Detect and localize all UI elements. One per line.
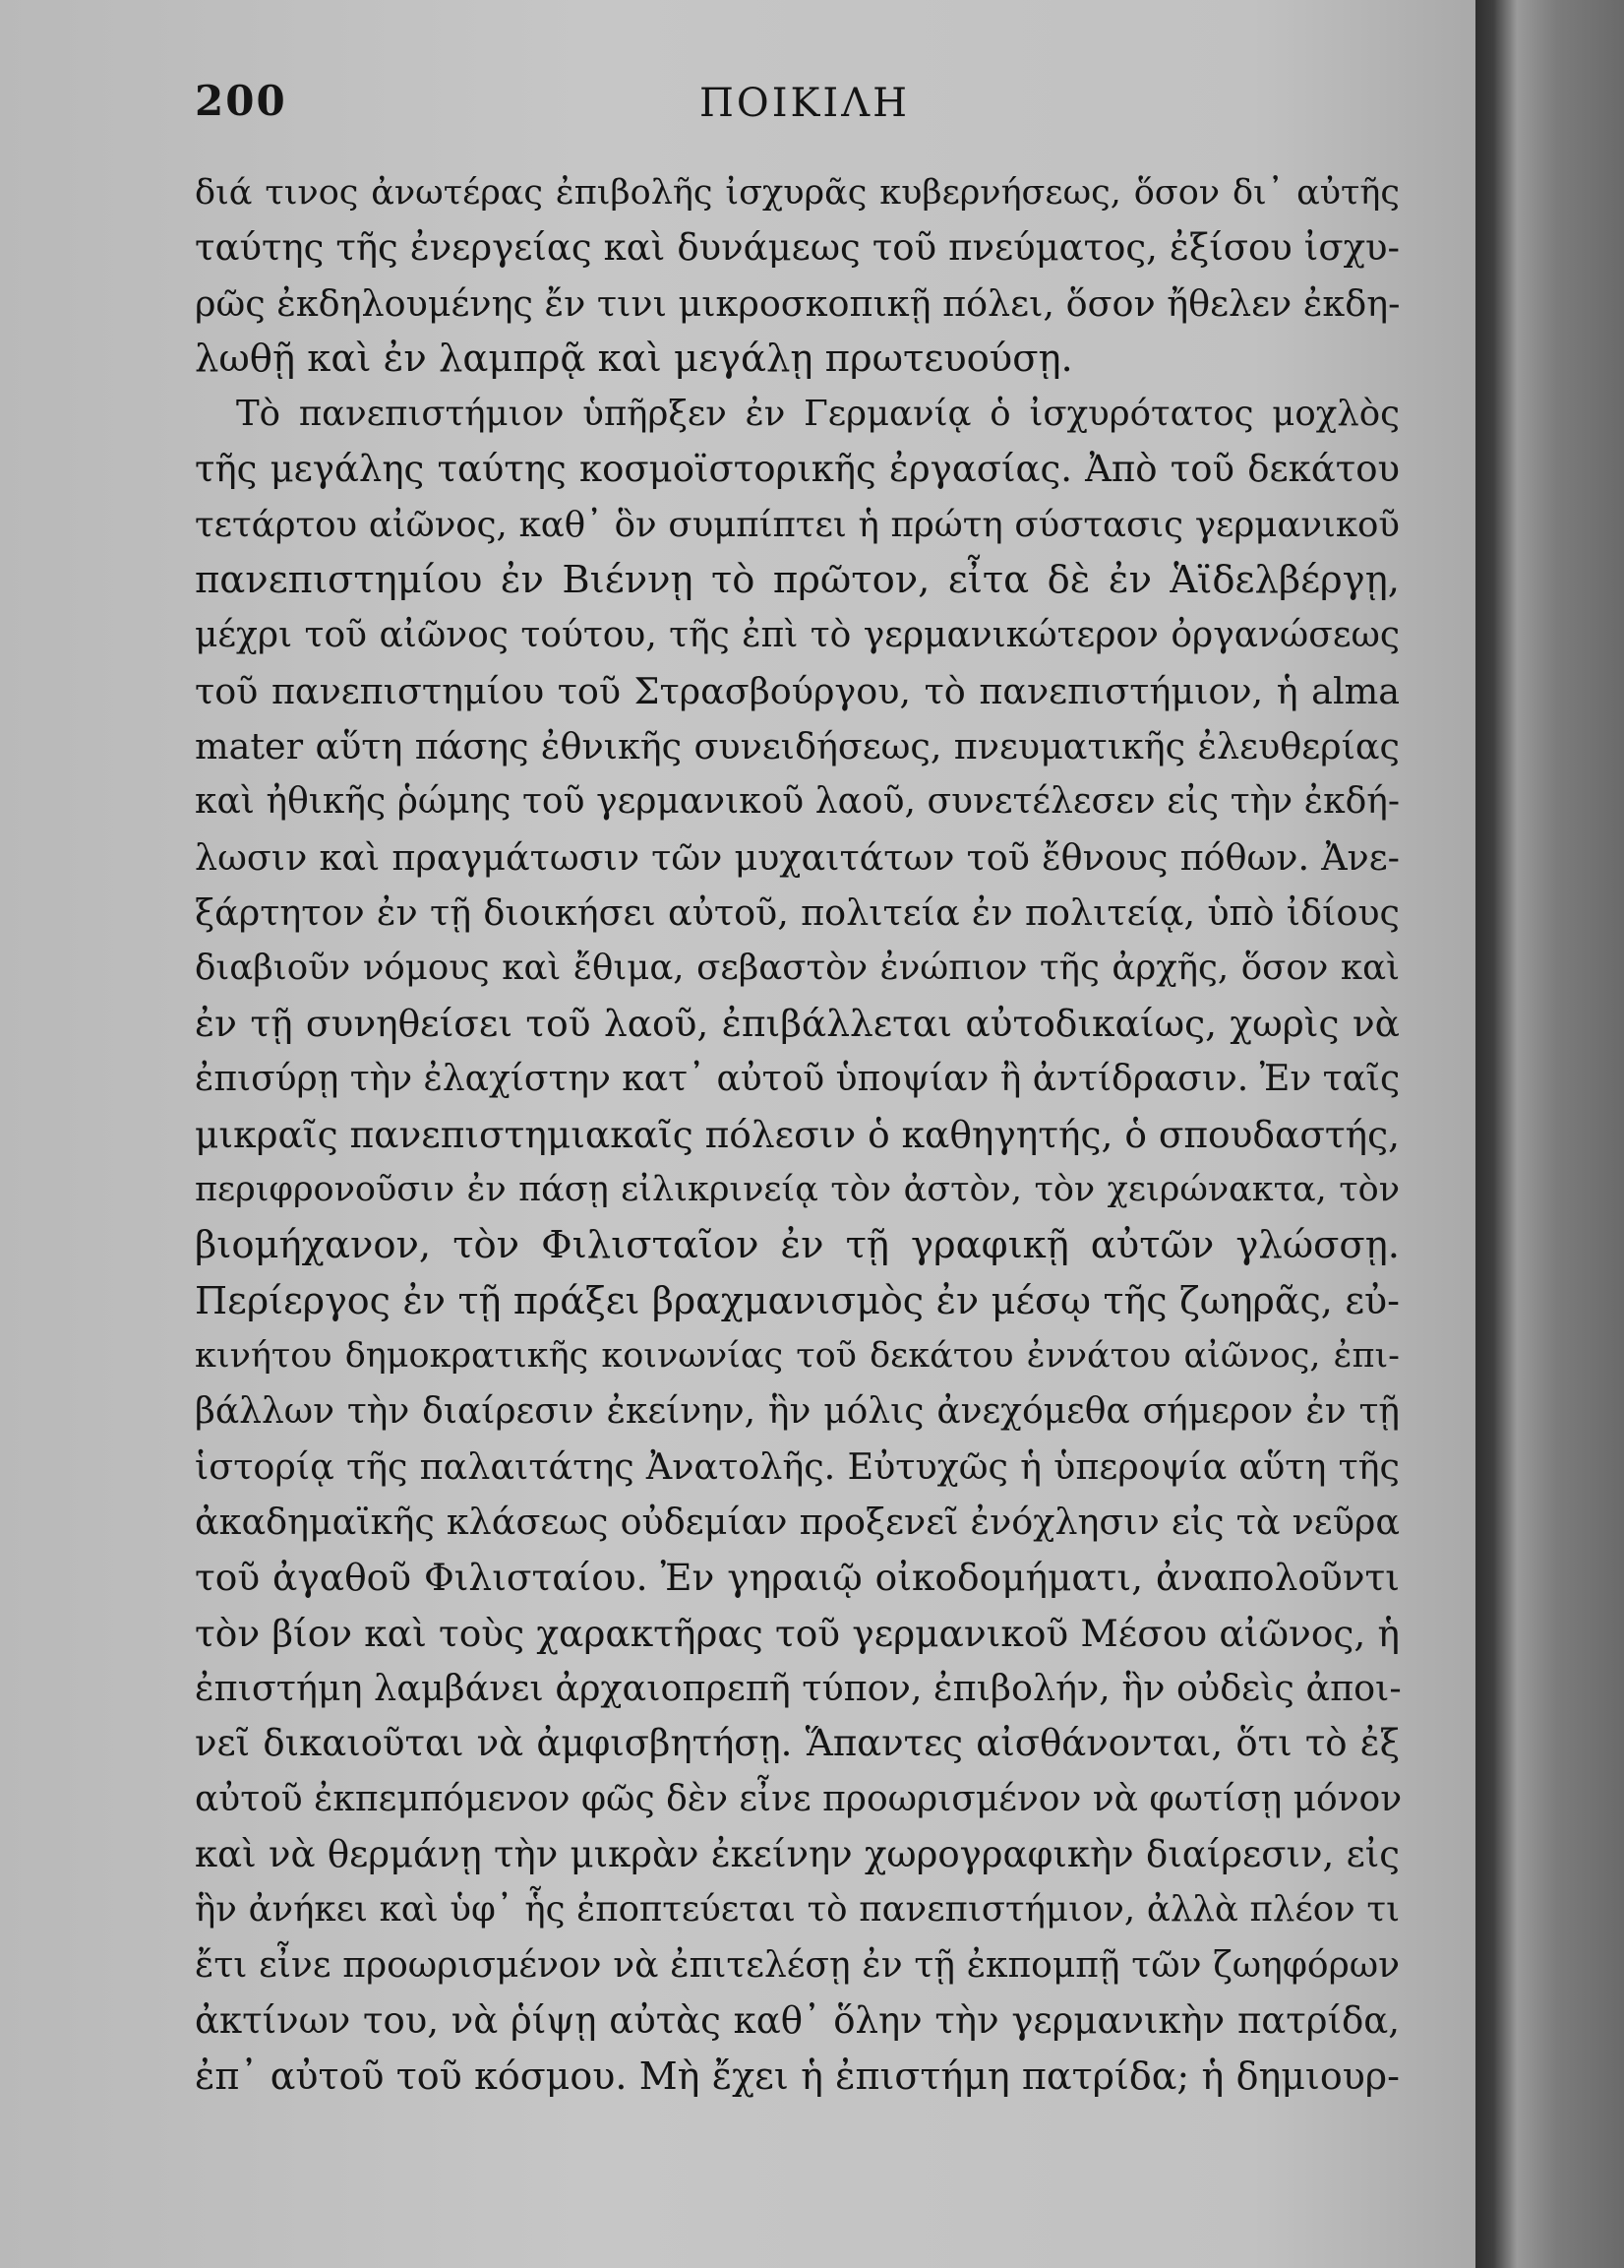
text-line: καὶ νὰ θερμάνῃ τὴν μικρὰν ἐκείνην χωρογραφικὴν διαίρεσιν, εἰς [195,1832,1400,1875]
text-line: λωσιν καὶ πραγμάτωσιν τῶν μυχαιτάτων τοῦ ἔθνους πόθων. Ἀνε- [195,835,1400,879]
text-line: Περίεργος ἐν τῇ πράξει βραχμανισμὸς ἐν μέσῳ τῆς ζωηρᾶς, εὐ- [195,1278,1400,1322]
text-line: ξάρτητον ἐν τῇ διοικήσει αὐτοῦ, πολιτεία ἐν πολιτείᾳ, ὑπὸ ἰδίους [195,890,1400,934]
text-line: ἀκτίνων του, νὰ ῥίψῃ αὐτὰς καθ᾽ ὅλην τὴν γερμανικὴν πατρίδα, [195,1998,1400,2042]
text-line: βάλλων τὴν διαίρεσιν ἐκείνην, ἣν μόλις ἀνεχόμεθα σήμερον ἐν τῇ [195,1390,1400,1432]
text-line: κινήτου δημοκρατικῆς κοινωνίας τοῦ δεκάτου ἐννάτου αἰῶνος, ἐπι- [195,1336,1400,1377]
text-line: διαβιοῦν νόμους καὶ ἔθιμα, σεβαστὸν ἐνώπιον τῆς ἀρχῆς, ὅσον καὶ [195,948,1400,989]
text-line: βιομήχανον, τὸν Φιλισταῖον ἐν τῇ γραφικῇ αὐτῶν γλώσσῃ. [195,1222,1400,1267]
text-line: ἀκαδημαϊκῆς κλάσεως οὐδεμίαν προξενεῖ ἐνόχλησιν εἰς τὰ νεῦρα [195,1501,1400,1544]
text-line: νεῖ δικαιοῦται νὰ ἀμφισβητήσῃ. Ἅπαντες αἰσθάνονται, ὅτι τὸ ἐξ [195,1722,1400,1765]
page-header [195,77,1414,146]
text-line: αὐτοῦ ἐκπεμπόμενον φῶς δὲν εἶνε προωρισμένον νὰ φωτίσῃ μόνον [195,1778,1403,1819]
text-line: μικραῖς πανεπιστημιακαῖς πόλεσιν ὁ καθηγητής, ὁ σπουδαστής, [195,1113,1401,1157]
text-line: ἣν ἀνήκει καὶ ὑφ᾽ ἧς ἐποπτεύεται τὸ πανεπιστήμιον, ἀλλὰ πλέον τι [195,1889,1400,1931]
text-line: mater αὕτη πάσης ἐθνικῆς συνειδήσεως, πνευματικῆς ἐλευθερίας [195,724,1400,767]
text-line: διά τινος ἀνωτέρας ἐπιβολῆς ἰσχυρᾶς κυβερνήσεως, ὅσον δι᾽ αὐτῆς [195,173,1400,213]
text-line: ἐν τῇ συνηθείσει τοῦ λαοῦ, ἐπιβάλλεται αὐτοδικαίως, χωρὶς νὰ [195,1002,1400,1046]
text-line: τοῦ ἀγαθοῦ Φιλισταίου. Ἐν γηραιῷ οἰκοδομήματι, ἀναπολοῦντι [195,1556,1400,1600]
text-line: ταύτης τῆς ἐνεργείας καὶ δυνάμεως τοῦ πνεύματος, ἐξίσου ἰσχυ- [195,226,1400,270]
text-line: περιφρονοῦσιν ἐν πάσῃ εἰλικρινείᾳ τὸν ἀστὸν, τὸν χειρώνακτα, τὸν [195,1170,1400,1210]
text-line: ἐπ᾽ αὐτοῦ τοῦ κόσμου. Μὴ ἔχει ἡ ἐπιστήμη πατρίδα; ἡ δημιουρ- [195,2054,1400,2099]
text-line: ἔτι εἶνε προωρισμένον νὰ ἐπιτελέσῃ ἐν τῇ ἐκπομπῇ τῶν ζωηφόρων [195,1944,1400,1986]
text-line: τετάρτου αἰῶνος, καθ᾽ ὃν συμπίπτει ἡ πρώτη σύστασις γερμανικοῦ [195,504,1400,545]
text-line: λωθῇ καὶ ἐν λαμπρᾷ καὶ μεγάλῃ πρωτευούσῃ. [195,336,1073,381]
text-line: τοῦ πανεπιστημίου τοῦ Στρασβούργου, τὸ πανεπιστήμιον, ἡ alma [195,669,1400,712]
text-line: πανεπιστημίου ἐν Βιέννῃ τὸ πρῶτον, εἶτα δὲ ἐν Ἁϊδελβέργῃ, [195,558,1400,603]
text-line: ρῶς ἐκδηλουμένης ἔν τινι μικροσκοπικῇ πόλει, ὅσον ἤθελεν ἐκδη- [195,281,1401,325]
paragraph-start-line: Τὸ πανεπιστήμιον ὑπῆρξεν ἐν Γερμανίᾳ ὁ ἰσχυρότατος μοχλὸς [236,394,1400,435]
text-line: ἱστορίᾳ τῆς παλαιτάτης Ἀνατολῆς. Εὐτυχῶς ἡ ὑπεροψία αὕτη τῆς [195,1444,1400,1488]
body-text [195,165,1403,2104]
running-head: ΠΟΙΚΙΛΗ [699,81,910,126]
text-line: τῆς μεγάλης ταύτης κοσμοϊστορικῆς ἐργασίας. Ἀπὸ τοῦ δεκάτου [195,448,1400,491]
text-line: ἐπισύρῃ τὴν ἐλαχίστην κατ᾽ αὐτοῦ ὑποψίαν ἢ ἀντίδρασιν. Ἐν ταῖς [195,1058,1401,1099]
page-number: 200 [195,77,287,125]
text-line: ἐπιστήμη λαμβάνει ἀρχαιοπρεπῆ τύπον, ἐπιβολήν, ἣν οὐδεὶς ἀποι- [195,1667,1402,1710]
text-line: τὸν βίον καὶ τοὺς χαρακτῆρας τοῦ γερμανικοῦ Μέσου αἰῶνος, ἡ [195,1611,1400,1655]
text-line: μέχρι τοῦ αἰῶνος τούτου, τῆς ἐπὶ τὸ γερμανικώτερον ὀργανώσεως [195,615,1400,656]
book-gutter-shadow [1475,0,1624,2268]
text-line: καὶ ἠθικῆς ῥώμης τοῦ γερμανικοῦ λαοῦ, συνετέλεσεν εἰς τὴν ἐκδή- [195,781,1400,823]
